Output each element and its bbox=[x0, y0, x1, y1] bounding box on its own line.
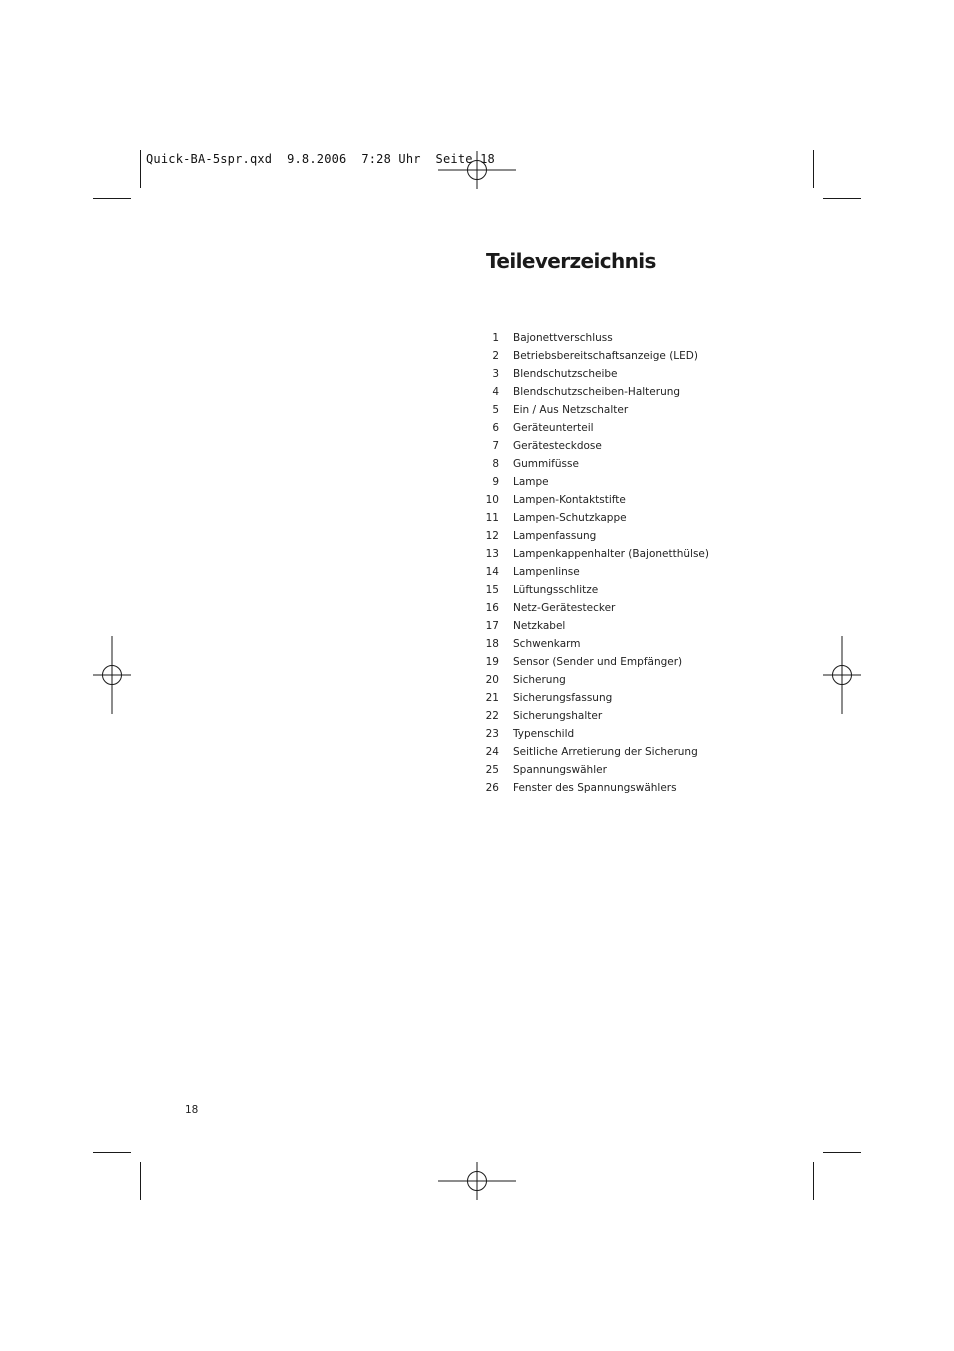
parts-list bbox=[480, 329, 709, 797]
part-name: Lampenlinse bbox=[513, 566, 580, 578]
part-name: Sicherungsfassung bbox=[513, 692, 613, 704]
list-item bbox=[480, 707, 709, 725]
part-number: 13 bbox=[485, 548, 499, 560]
list-item bbox=[480, 743, 709, 761]
part-number: 4 bbox=[492, 386, 499, 398]
part-name: Blendschutzscheiben-Halterung bbox=[513, 386, 681, 398]
part-number: 5 bbox=[492, 404, 499, 416]
part-name: Sensor (Sender und Empfänger) bbox=[513, 656, 683, 668]
part-name: Lampen-Schutzkappe bbox=[513, 512, 627, 524]
part-number: 6 bbox=[492, 422, 499, 434]
part-number: 17 bbox=[485, 620, 499, 632]
part-number: 12 bbox=[485, 530, 499, 542]
crop-mark-bottom-right-horizontal bbox=[823, 1152, 861, 1153]
crop-mark-top-right-vertical bbox=[813, 150, 814, 188]
list-item bbox=[480, 635, 709, 653]
list-item bbox=[480, 365, 709, 383]
part-number: 21 bbox=[485, 692, 499, 704]
part-number: 25 bbox=[485, 764, 499, 776]
crop-mark-top-right-horizontal bbox=[823, 198, 861, 199]
part-number: 22 bbox=[485, 710, 499, 722]
part-name: Gummifüsse bbox=[513, 458, 579, 470]
registration-mark-left-icon bbox=[73, 636, 151, 714]
list-item bbox=[480, 671, 709, 689]
part-name: Lampen-Kontaktstifte bbox=[513, 494, 626, 506]
part-name: Blendschutzscheibe bbox=[513, 368, 618, 380]
registration-mark-bottom-icon bbox=[438, 1142, 516, 1220]
part-name: Sicherung bbox=[513, 674, 566, 686]
part-number: 15 bbox=[485, 584, 499, 596]
crop-mark-top-left-vertical bbox=[140, 150, 141, 188]
list-item bbox=[480, 455, 709, 473]
part-number: 10 bbox=[485, 494, 499, 506]
part-number: 16 bbox=[485, 602, 499, 614]
part-name: Lampenkappenhalter (Bajonetthülse) bbox=[513, 548, 709, 560]
crop-mark-bottom-right-vertical bbox=[813, 1162, 814, 1200]
part-name: Lampe bbox=[513, 476, 549, 488]
registration-mark-right-icon bbox=[803, 636, 881, 714]
part-name: Betriebsbereitschaftsanzeige (LED) bbox=[513, 350, 698, 362]
part-number: 26 bbox=[485, 782, 499, 794]
list-item bbox=[480, 527, 709, 545]
part-number: 19 bbox=[485, 656, 499, 668]
part-name: Netzkabel bbox=[513, 620, 566, 632]
part-number: 1 bbox=[492, 332, 499, 344]
part-name: Lüftungsschlitze bbox=[513, 584, 599, 596]
list-item bbox=[480, 491, 709, 509]
part-number: 9 bbox=[492, 476, 499, 488]
crop-mark-bottom-left-horizontal bbox=[93, 1152, 131, 1153]
list-item bbox=[480, 545, 709, 563]
list-item bbox=[480, 599, 709, 617]
part-name: Typenschild bbox=[513, 728, 575, 740]
part-number: 2 bbox=[492, 350, 499, 362]
list-item bbox=[480, 437, 709, 455]
list-item bbox=[480, 563, 709, 581]
part-name: Fenster des Spannungswählers bbox=[513, 782, 677, 794]
part-number: 23 bbox=[485, 728, 499, 740]
list-item bbox=[480, 725, 709, 743]
list-item bbox=[480, 383, 709, 401]
list-item bbox=[480, 419, 709, 437]
part-name: Bajonettverschluss bbox=[513, 332, 613, 344]
part-name: Netz-Gerätestecker bbox=[513, 602, 616, 614]
part-number: 18 bbox=[485, 638, 499, 650]
part-name: Seitliche Arretierung der Sicherung bbox=[513, 746, 698, 758]
part-number: 20 bbox=[485, 674, 499, 686]
part-name: Gerätesteckdose bbox=[513, 440, 602, 452]
part-number: 3 bbox=[492, 368, 499, 380]
page-number: 18 bbox=[185, 1104, 199, 1116]
list-item bbox=[480, 401, 709, 419]
crop-mark-top-left-horizontal bbox=[93, 198, 131, 199]
list-item bbox=[480, 473, 709, 491]
part-name: Ein / Aus Netzschalter bbox=[513, 404, 629, 416]
part-name: Sicherungshalter bbox=[513, 710, 603, 722]
registration-mark-top-icon bbox=[438, 131, 516, 209]
part-name: Schwenkarm bbox=[513, 638, 581, 650]
print-slug: Quick-BA-5spr.qxd 9.8.2006 7:28 Uhr Seite 18 bbox=[146, 152, 495, 166]
part-number: 7 bbox=[492, 440, 499, 452]
page-title: Teileverzeichnis bbox=[486, 249, 656, 273]
list-item bbox=[480, 779, 709, 797]
list-item bbox=[480, 653, 709, 671]
list-item bbox=[480, 581, 709, 599]
part-name: Geräteunterteil bbox=[513, 422, 594, 434]
list-item bbox=[480, 617, 709, 635]
part-name: Lampenfassung bbox=[513, 530, 597, 542]
part-number: 8 bbox=[492, 458, 499, 470]
list-item bbox=[480, 329, 709, 347]
list-item bbox=[480, 509, 709, 527]
part-number: 11 bbox=[485, 512, 499, 524]
list-item bbox=[480, 689, 709, 707]
crop-mark-bottom-left-vertical bbox=[140, 1162, 141, 1200]
part-number: 24 bbox=[485, 746, 499, 758]
part-number: 14 bbox=[485, 566, 499, 578]
list-item bbox=[480, 347, 709, 365]
list-item bbox=[480, 761, 709, 779]
part-name: Spannungswähler bbox=[513, 764, 607, 776]
